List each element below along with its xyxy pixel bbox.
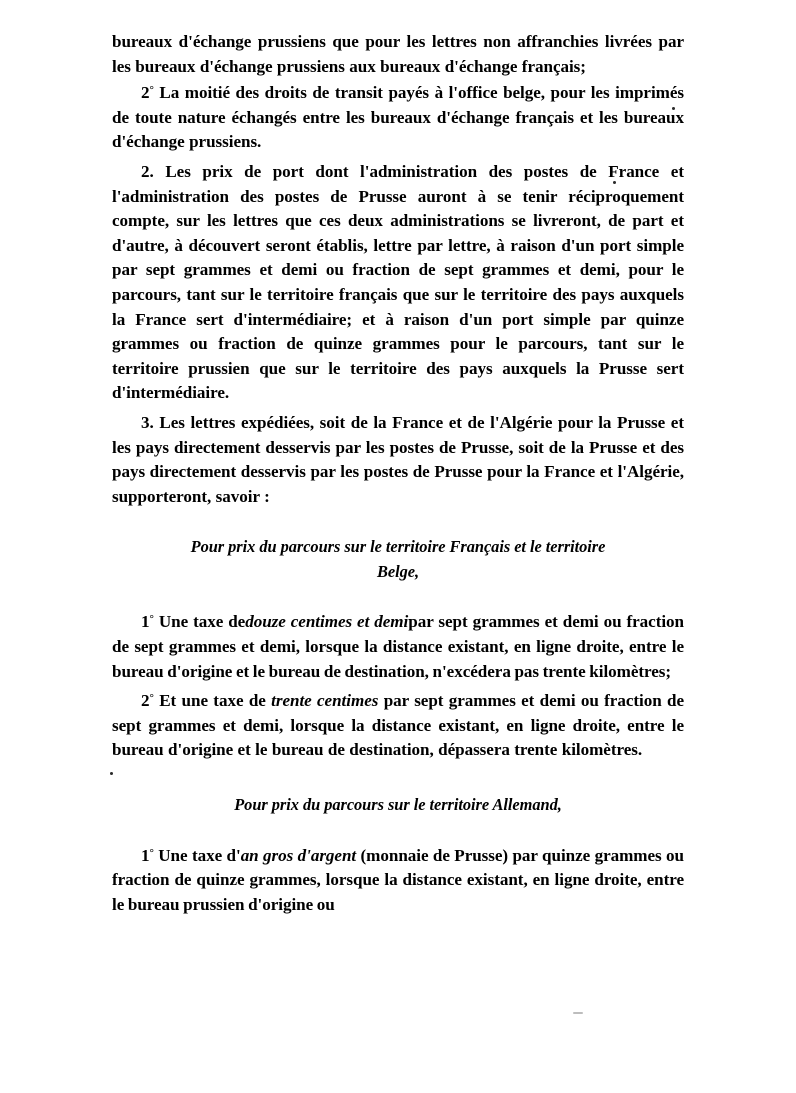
item-marker: 2: [141, 691, 150, 711]
item-text-after: par sept grammes et demi ou fraction de sept grammes et demi, lorsque la distance existant, en ligne droite, entre le bureau d'origine et le bureau de destination, dépassera trente kilomètres.: [112, 691, 684, 760]
degree-sign: °: [149, 846, 154, 859]
spacer: [112, 509, 684, 535]
spacer: [112, 584, 684, 610]
item-emphasis: douze centimes et demi: [245, 612, 409, 632]
degree-sign: °: [149, 84, 154, 97]
spacer: [112, 763, 684, 793]
degree-sign: °: [149, 692, 154, 705]
heading-line-2: Belge,: [376, 561, 420, 581]
heading-line-1: Pour prix du parcours sur le territoire Français et le territoire: [190, 537, 606, 557]
item-text: La moitié des droits de transit payés à l'office belge, pour les imprimés de toute nature échangés entre les bureaux d'échange français et les bureaux d'échange prussiens.: [112, 83, 684, 152]
paragraph-allemand-item-1: [112, 844, 684, 918]
scan-speck: [573, 1012, 583, 1014]
item-text-before: Une taxe de: [158, 612, 246, 632]
item-emphasis: trente centimes: [271, 691, 379, 711]
article-text: Les prix de port dont l'administration des postes de France et l'administration des postes de Prusse auront à se tenir réciproquement compte, sur les lettres que ces deux administrations se livreront, de part et d'autre, à découvert seront établis, lettre par lettre, à raison d'un port simple par sept grammes et demi ou fraction de sept grammes et demi, pour le parcours, tant sur le territoire français que sur le territoire des pays auxquels la France sert d'intermédiaire; et à raison d'un port simple par quinze grammes ou fraction de quinze grammes pour le parcours, tant sur le territoire prussien que sur le territoire des pays auxquels la Prusse sert d'intermédiaire.: [112, 161, 684, 403]
article-marker: 3.: [141, 412, 154, 432]
paragraph-belge-item-2: [112, 689, 684, 763]
degree-sign: °: [149, 613, 154, 626]
item-marker: 1: [141, 612, 150, 632]
item-emphasis: an gros d'argent: [240, 845, 357, 865]
heading-territoire-allemand: [112, 793, 684, 818]
item-text-before: Une taxe d': [158, 845, 241, 865]
paragraph-item-2deg: [112, 81, 684, 155]
item-text-before: Et une taxe de: [159, 691, 266, 711]
article-marker: 2.: [141, 161, 154, 181]
heading-territoire-belge: [112, 535, 684, 584]
item-text-after: (monnaie de Prusse) par quinze grammes ou fraction de quinze grammes, lorsque la distance existant, en ligne droite, entre le bureau prussien d'origine ou: [112, 845, 684, 914]
spacer: [112, 818, 684, 844]
item-marker: 1: [141, 845, 150, 865]
paragraph-article-2: [112, 160, 684, 406]
paragraph-belge-item-1: [112, 610, 684, 684]
item-text-after: par sept grammes et demi ou fraction de sept grammes et demi, lorsque la distance existant, en ligne droite, entre le bureau d'origine et le bureau de destination, n'excédera pas trente kilomètres;: [112, 612, 685, 681]
item-marker: 2: [141, 83, 150, 103]
heading-line-1: Pour prix du parcours sur le territoire Allemand,: [234, 795, 562, 815]
article-text: Les lettres expédiées, soit de la France et de l'Algérie pour la Prusse et les pays directement desservis par les postes de Prusse, soit de la Prusse et des pays directement desservis par les postes de Prusse pour la France et l'Algérie, supporteront, savoir :: [112, 412, 684, 506]
text-column: [112, 30, 684, 917]
paragraph-article-3: [112, 411, 684, 509]
paragraph-continued: bureaux d'échange prussiens que pour les lettres non affranchies livrées par les bureaux d'échange prussiens aux bureaux d'échange français;: [112, 32, 684, 76]
